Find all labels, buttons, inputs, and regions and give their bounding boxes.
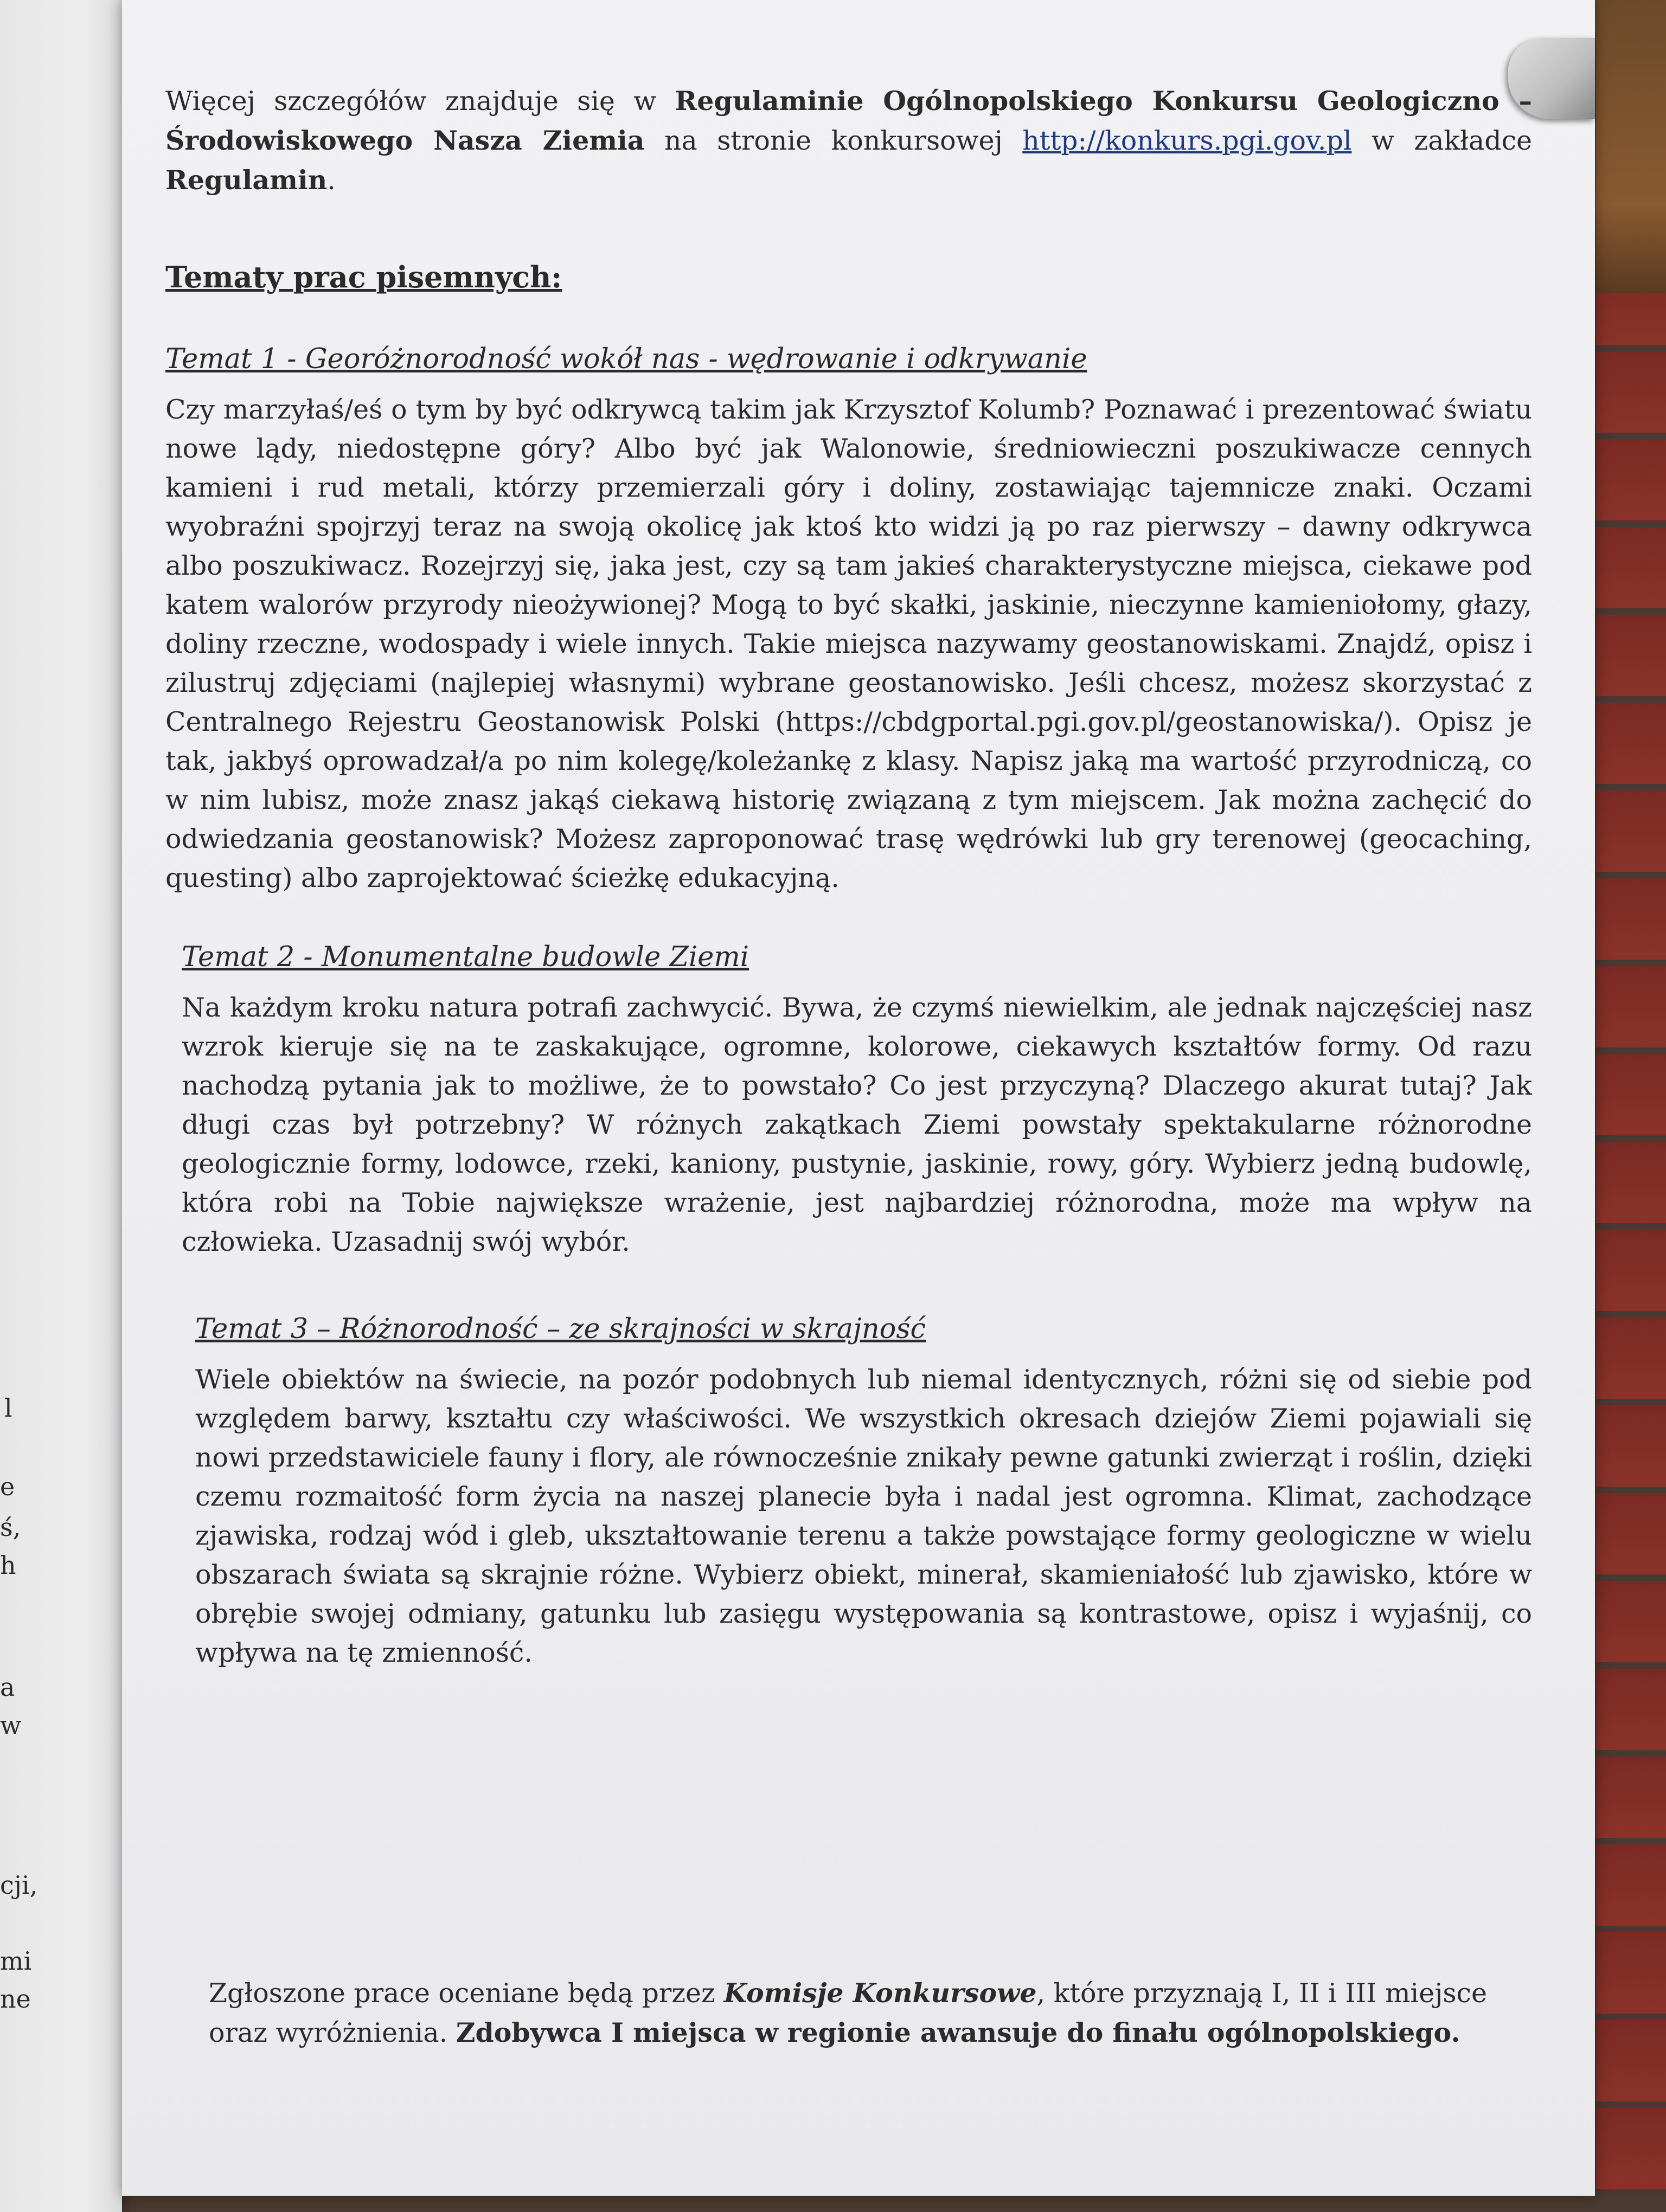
intro-paragraph (165, 81, 1532, 200)
left-fragment: cji, (0, 1870, 38, 1900)
footer-paragraph (209, 1973, 1537, 2053)
intro-text: Więcej szczegółów znajduje się w (165, 86, 675, 117)
regulation-name: Regulaminie Ogólnopolskiego Konkursu Geologiczno – Środowiskowego Nasza Ziemia (165, 85, 1532, 156)
document-page (122, 0, 1595, 2196)
left-fragment: w (0, 1711, 22, 1740)
left-fragment: ś, (0, 1513, 21, 1542)
left-fragment: e (0, 1472, 15, 1501)
footer-text: Zgłoszone prace oceniane będą przez (209, 1978, 724, 2009)
section-title: Tematy prac pisemnych: (165, 260, 562, 294)
background-wooden-frame (1595, 0, 1666, 293)
intro-text: . (327, 165, 336, 196)
left-fragment: a (0, 1673, 15, 1702)
topic-3-body: Wiele obiektów na świecie, na pozór podobnych lub niemal identycznych, różni się od siebie pod względem barwy, kształtu czy właściwości. We wszystkich okresach dziejów Ziemi pojawiali się nowi przedstawiciele fauny i flory, ale równocześnie znikały pewne gatunki zwierząt i roślin, dzięki czemu rozmaitość form życia na naszej planecie była i nadal jest ogromna. Klimat, zachodzące zjawiska, rodzaj wód i gleb, ukształtowanie terenu a także powstające formy geologiczne w wielu obszarach świata są skrajnie różne. Wybierz obiekt, minerał, skamieniałość lub zjawisko, które w obrębie swojej odmiany, gatunku lub zasięgu występowania są kontrastowe, opisz i wyjaśnij, co wpływa na tę zmienność. (195, 1364, 1532, 1668)
footer-text: , które przyznają I, II i III miejsce oraz wyróżnienia. (209, 1978, 1487, 2048)
left-fragment: h (0, 1551, 16, 1580)
left-fragment: l (4, 1393, 12, 1423)
left-fragment: mi (0, 1946, 32, 1976)
left-neighbouring-sheet (0, 0, 122, 2212)
footer-highlight: Zdobywca I miejsca w regionie awansuje do finału ogólnopolskiego. (456, 2017, 1460, 2048)
background-bottom (0, 2196, 1666, 2212)
background-brick-wall (1595, 0, 1666, 2212)
regulation-tab-name: Regulamin (165, 164, 328, 196)
left-fragment: ne (0, 1984, 31, 2014)
contest-website-link[interactable]: http://konkurs.pgi.gov.pl (1022, 125, 1352, 156)
topic-3-title: Temat 3 – Różnorodność – ze skrajności w skrajność (195, 1313, 926, 1345)
intro-text: w zakładce (1351, 125, 1533, 156)
topic-1-title: Temat 1 - Georóżnorodność wokół nas - wędrowanie i odkrywanie (165, 343, 1087, 375)
committee-name: Komisje Konkursowe (723, 1977, 1037, 2009)
intro-text: na stronie konkursowej (644, 125, 1023, 156)
topic-2-title: Temat 2 - Monumentalne budowle Ziemi (182, 941, 749, 973)
topic-2-body: Na każdym kroku natura potrafi zachwycić. Bywa, że czymś niewielkim, ale jednak najczęściej nasz wzrok kieruje się na te zaskakujące, ogromne, kolorowe, ciekawych kształtów formy. Od razu nachodzą pytania jak to możliwe, że to powstało? Co jest przyczyną? Dlaczego akurat tutaj? Jak długi czas był potrzebny? W różnych zakątkach Ziemi powstały spektakularne różnorodne geologicznie formy, lodowce, rzeki, kaniony, pustynie, jaskinie, rowy, góry. Wybierz jedną budowlę, która robi na Tobie największe wrażenie, jest najbardziej różnorodna, może ma wpływ na człowieka. Uzasadnij swój wybór. (182, 992, 1532, 1257)
topic-1-body: Czy marzyłaś/eś o tym by być odkrywcą takim jak Krzysztof Kolumb? Poznawać i prezentować światu nowe lądy, niedostępne góry? Albo być jak Walonowie, średniowieczni poszukiwacze cennych kamieni i rud metali, którzy przemierzali góry i doliny, zostawiając tajemnicze znaki. Oczami wyobraźni spojrzyj teraz na swoją okolicę jak ktoś kto widzi ją po raz pierwszy – dawny odkrywca albo poszukiwacz. Rozejrzyj się, jaka jest, czy są tam jakieś charakterystyczne miejsca, ciekawe pod katem walorów przyrody nieożywionej? Mogą to być skałki, jaskinie, nieczynne kamieniołomy, głazy, doliny rzeczne, wodospady i wiele innych. Takie miejsca nazywamy geostanowiskami. Znajdź, opisz i zilustruj zdjęciami (najlepiej własnymi) wybrane geostanowisko. Jeśli chcesz, możesz skorzystać z Centralnego Rejestru Geostanowisk Polski (https://cbdgportal.pgi.gov.pl/geostanowiska/). Opisz je tak, jakbyś oprowadzał/a po nim kolegę/koleżankę z klasy. Napisz jaką ma wartość przyrodniczą, co w nim lubisz, może znasz jakąś ciekawą historię związaną z tym miejscem. Jak można zachęcić do odwiedzania geostanowisk? Możesz zaproponować trasę wędrówki lub gry terenowej (geocaching, questing) albo zaprojektować ścieżkę edukacyjną. (165, 394, 1532, 893)
document-content (165, 81, 1532, 1673)
